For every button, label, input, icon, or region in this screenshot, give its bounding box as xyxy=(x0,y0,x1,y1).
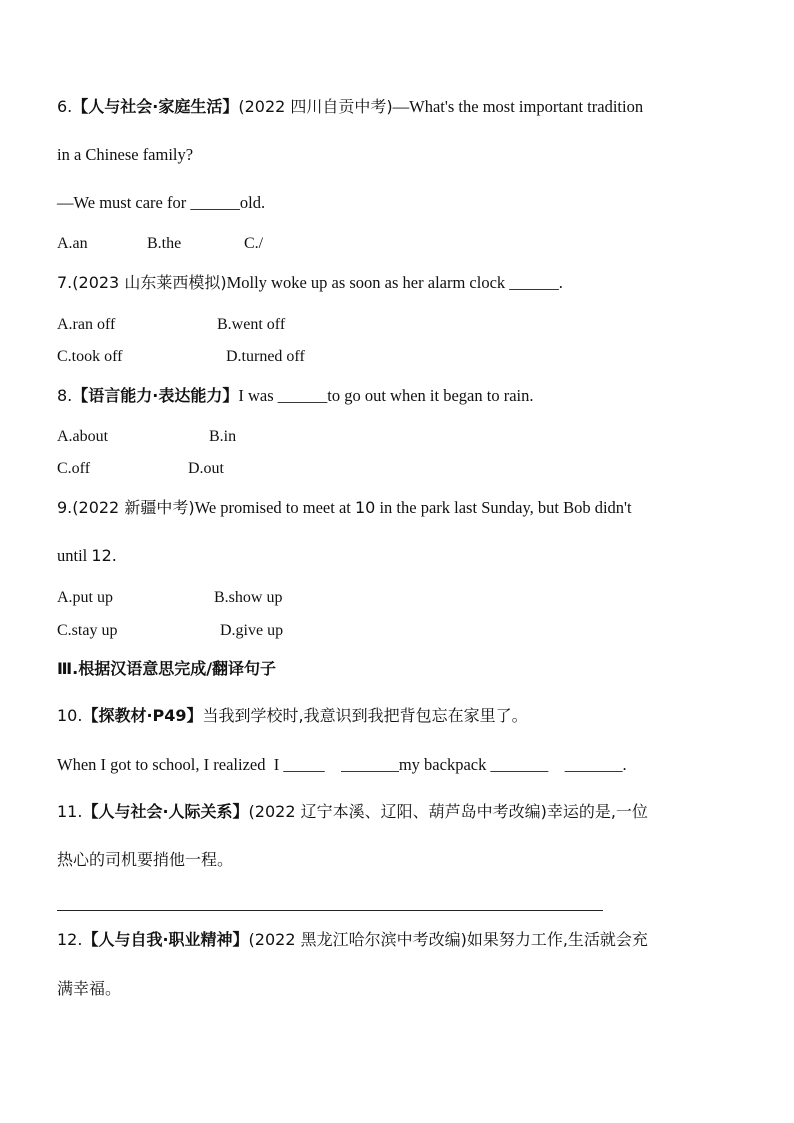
q7-option-d: D.turned off xyxy=(226,348,305,365)
q8-option-b: B.in xyxy=(209,428,237,445)
q8-line xyxy=(57,385,533,407)
q8-option-a: A.about xyxy=(57,428,109,445)
q7-number: 7. xyxy=(57,273,73,292)
q6-option-b: B.the xyxy=(147,235,182,252)
q12-number: 12. xyxy=(57,930,83,949)
q12-text-1: (2022 黑龙江哈尔滨中考改编)如果努力工作,生活就会充 xyxy=(248,930,648,949)
q8-text: I was ______to go out when it began to rain. xyxy=(238,386,534,405)
q6-number: 6. xyxy=(57,97,73,116)
q11-number: 11. xyxy=(57,802,83,821)
q7-text: Molly woke up as soon as her alarm clock ______. xyxy=(226,273,563,292)
q11-tag: 【人与社会·人际关系】 xyxy=(82,802,249,821)
q10-text: 当我到学校时,我意识到我把背包忘在家里了。 xyxy=(202,706,528,725)
q9-number: 9. xyxy=(57,498,73,517)
q6-tag: 【人与社会·家庭生活】 xyxy=(72,97,239,116)
q11-line-1 xyxy=(57,801,648,823)
q12-tag: 【人与自我·职业精神】 xyxy=(82,930,249,949)
q6-text-2: in a Chinese family? xyxy=(57,145,194,164)
q6-option-a: A.an xyxy=(57,235,88,252)
q9-source: (2022 新疆中考) xyxy=(72,498,195,517)
q10-line xyxy=(57,705,528,727)
q10-tag: 【探教材·P49】 xyxy=(82,706,203,725)
q9-option-a: A.put up xyxy=(57,589,113,606)
q9-text-2-number: 12. xyxy=(91,546,117,565)
q6-source: (2022 四川自贡中考) xyxy=(238,97,393,116)
q11-text-1: (2022 辽宁本溪、辽阳、葫芦岛中考改编)幸运的是,一位 xyxy=(248,802,648,821)
q8-option-c: C.off xyxy=(57,460,91,477)
q7-option-b: B.went off xyxy=(217,316,286,333)
section-3-title: Ⅲ.根据汉语意思完成/翻译句子 xyxy=(57,659,277,678)
q10-english-blanks: When I got to school, I realized I _____ _______my backpack _______ _______. xyxy=(57,755,627,774)
q10-number: 10. xyxy=(57,706,83,725)
q7-line xyxy=(57,272,563,294)
q6-text-1: —What's the most important tradition xyxy=(392,97,644,116)
q9-option-d: D.give up xyxy=(220,622,284,639)
q11-answer-line[interactable] xyxy=(57,910,603,911)
q8-number: 8. xyxy=(57,386,73,405)
q9-line-1 xyxy=(57,497,632,519)
q9-text-1-number: 10 xyxy=(354,498,376,517)
q6-line-1 xyxy=(57,96,643,118)
q9-option-c: C.stay up xyxy=(57,622,118,639)
q6-text-3: —We must care for ______old. xyxy=(57,193,266,212)
q6-option-c: C./ xyxy=(244,235,264,252)
q9-text-1b: in the park last Sunday, but Bob didn't xyxy=(375,498,632,517)
q7-option-c: C.took off xyxy=(57,348,123,365)
q9-text-2a: until xyxy=(57,546,92,565)
q8-option-d: D.out xyxy=(188,460,224,477)
q8-tag: 【语言能力·表达能力】 xyxy=(72,386,239,405)
q7-option-a: A.ran off xyxy=(57,316,116,333)
q7-source: (2023 山东莱西模拟) xyxy=(72,273,227,292)
q9-line-2 xyxy=(57,545,117,567)
q9-option-b: B.show up xyxy=(214,589,283,606)
q12-line-1 xyxy=(57,929,648,951)
q12-text-2: 满幸福。 xyxy=(57,979,122,998)
q9-text-1a: We promised to meet at xyxy=(194,498,355,517)
q11-text-2: 热心的司机要捎他一程。 xyxy=(57,850,234,869)
